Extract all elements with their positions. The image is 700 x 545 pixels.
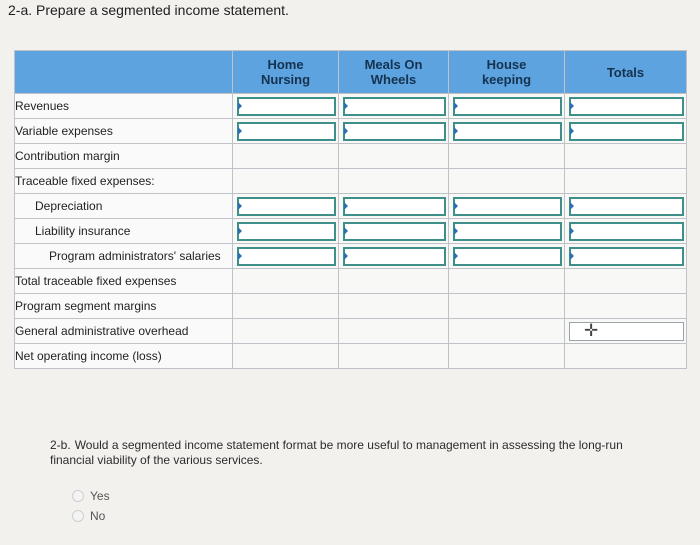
cell-home-nursing [233, 269, 339, 294]
input-totals[interactable] [569, 222, 684, 241]
row-label: Depreciation [15, 194, 233, 219]
input-housekeeping[interactable] [453, 247, 562, 266]
cell-totals [565, 119, 687, 144]
cell-totals [565, 94, 687, 119]
cell-housekeeping [449, 194, 565, 219]
input-home-nursing[interactable] [237, 197, 336, 216]
cell-meals-on-wheels [339, 319, 449, 344]
input-marker-icon [570, 252, 574, 260]
option-no[interactable] [72, 506, 110, 526]
cell-home-nursing [233, 169, 339, 194]
row-label: Revenues [15, 94, 233, 119]
cell-home-nursing [233, 219, 339, 244]
input-marker-icon [344, 252, 348, 260]
row-label: Traceable fixed expenses: [15, 169, 233, 194]
input-marker-icon [570, 127, 574, 135]
input-marker-icon [570, 202, 574, 210]
row-label: Contribution margin [15, 144, 233, 169]
table-row [15, 94, 687, 119]
cell-meals-on-wheels [339, 294, 449, 319]
radio-yes[interactable] [72, 490, 84, 502]
cell-housekeeping [449, 244, 565, 269]
table-row [15, 194, 687, 219]
cell-meals-on-wheels [339, 269, 449, 294]
row-label: Variable expenses [15, 119, 233, 144]
cell-meals-on-wheels [339, 244, 449, 269]
input-home-nursing[interactable] [237, 122, 336, 141]
cell-totals [565, 144, 687, 169]
part-b-number: 2-b. [50, 438, 71, 452]
cell-housekeeping [449, 344, 565, 369]
cell-home-nursing [233, 144, 339, 169]
cell-meals-on-wheels [339, 219, 449, 244]
table-row [15, 219, 687, 244]
cell-home-nursing [233, 319, 339, 344]
cell-home-nursing [233, 119, 339, 144]
input-housekeeping[interactable] [453, 97, 562, 116]
column-header-meals-on-wheels: Meals On Wheels [339, 51, 449, 94]
cell-totals [565, 219, 687, 244]
cell-totals [565, 244, 687, 269]
input-meals-on-wheels[interactable] [343, 222, 446, 241]
input-marker-icon [570, 102, 574, 110]
cell-home-nursing [233, 294, 339, 319]
cell-housekeeping [449, 219, 565, 244]
input-marker-icon [238, 127, 242, 135]
cell-totals [565, 319, 687, 344]
table-row [15, 119, 687, 144]
cell-housekeeping [449, 169, 565, 194]
header-row [15, 51, 687, 94]
table-row [15, 319, 687, 344]
table-row [15, 344, 687, 369]
input-marker-icon [238, 102, 242, 110]
column-header-totals: Totals [565, 51, 687, 94]
cell-totals [565, 269, 687, 294]
cell-housekeeping [449, 94, 565, 119]
cell-housekeeping [449, 269, 565, 294]
radio-no[interactable] [72, 510, 84, 522]
segmented-income-statement [14, 50, 686, 380]
income-statement-table [14, 50, 687, 369]
table-row [15, 169, 687, 194]
option-yes-label: Yes [90, 489, 110, 503]
cell-meals-on-wheels [339, 169, 449, 194]
row-label: General administrative overhead [15, 319, 233, 344]
input-totals[interactable] [569, 322, 684, 341]
cell-housekeeping [449, 144, 565, 169]
input-marker-icon [570, 227, 574, 235]
option-no-label: No [90, 509, 106, 523]
row-label: Program administrators' salaries [15, 244, 233, 269]
input-marker-icon [454, 252, 458, 260]
part-b-options [72, 486, 110, 526]
option-yes[interactable] [72, 486, 110, 506]
input-marker-icon [238, 227, 242, 235]
input-marker-icon [344, 102, 348, 110]
cell-home-nursing [233, 244, 339, 269]
cell-meals-on-wheels [339, 119, 449, 144]
input-marker-icon [344, 227, 348, 235]
cell-meals-on-wheels [339, 94, 449, 119]
input-home-nursing[interactable] [237, 222, 336, 241]
table-row [15, 294, 687, 319]
cell-meals-on-wheels [339, 344, 449, 369]
input-meals-on-wheels[interactable] [343, 97, 446, 116]
part-b-question [50, 438, 650, 468]
cell-housekeeping [449, 294, 565, 319]
input-marker-icon [238, 202, 242, 210]
input-marker-icon [454, 127, 458, 135]
column-header-housekeeping: House keeping [449, 51, 565, 94]
cell-home-nursing [233, 94, 339, 119]
input-home-nursing[interactable] [237, 97, 336, 116]
input-meals-on-wheels[interactable] [343, 122, 446, 141]
cell-totals [565, 169, 687, 194]
cell-home-nursing [233, 344, 339, 369]
input-home-nursing[interactable] [237, 247, 336, 266]
row-label: Net operating income (loss) [15, 344, 233, 369]
cell-meals-on-wheels [339, 194, 449, 219]
input-marker-icon [344, 202, 348, 210]
row-label: Program segment margins [15, 294, 233, 319]
input-marker-icon [344, 127, 348, 135]
input-marker-icon [454, 227, 458, 235]
row-label: Liability insurance [15, 219, 233, 244]
input-housekeeping[interactable] [453, 197, 562, 216]
cell-totals [565, 194, 687, 219]
cross-cursor-icon: ✛ [584, 320, 599, 340]
input-totals[interactable] [569, 97, 684, 116]
table-row [15, 244, 687, 269]
cell-meals-on-wheels [339, 144, 449, 169]
cell-totals [565, 344, 687, 369]
input-meals-on-wheels[interactable] [343, 247, 446, 266]
input-marker-icon [454, 202, 458, 210]
cell-housekeeping [449, 319, 565, 344]
input-totals[interactable] [569, 197, 684, 216]
input-totals[interactable] [569, 247, 684, 266]
input-housekeeping[interactable] [453, 122, 562, 141]
cell-home-nursing [233, 194, 339, 219]
header-blank [15, 51, 233, 94]
table-row [15, 144, 687, 169]
input-housekeeping[interactable] [453, 222, 562, 241]
cell-totals [565, 294, 687, 319]
part-b-text: Would a segmented income statement format be more useful to management in assessing the long-run financial viability of the various services. [50, 438, 623, 467]
input-marker-icon [238, 252, 242, 260]
input-marker-icon [454, 102, 458, 110]
row-label: Total traceable fixed expenses [15, 269, 233, 294]
table-row [15, 269, 687, 294]
input-meals-on-wheels[interactable] [343, 197, 446, 216]
input-totals[interactable] [569, 122, 684, 141]
cell-housekeeping [449, 119, 565, 144]
column-header-home-nursing: Home Nursing [233, 51, 339, 94]
part-a-title: 2-a. Prepare a segmented income statement. [8, 2, 289, 18]
